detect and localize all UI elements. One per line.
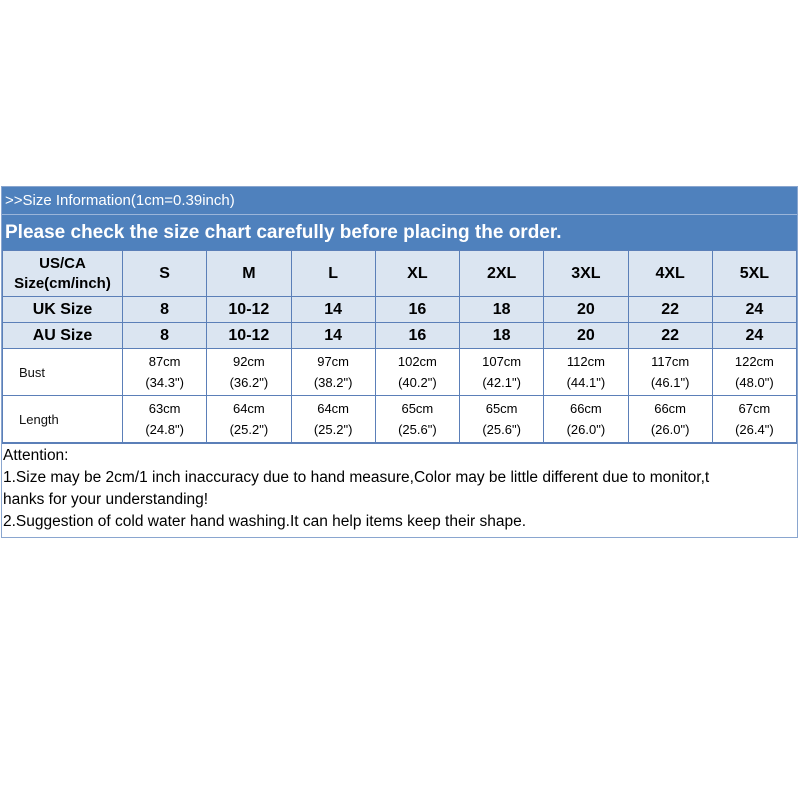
- bust-inch: (48.0"): [735, 375, 774, 390]
- bust-inch: (38.2"): [313, 375, 353, 390]
- length-cm: 66cm: [569, 401, 602, 416]
- bust-cm: 122cm: [734, 354, 774, 369]
- length-cell: [207, 396, 291, 443]
- au-size-cell: 14: [291, 323, 375, 349]
- bust-cm: 102cm: [397, 354, 437, 369]
- size-table: [2, 250, 797, 443]
- bust-cm: 87cm: [148, 354, 181, 369]
- uk-size-cell: 22: [628, 297, 712, 323]
- bust-cm: 117cm: [651, 354, 690, 369]
- bust-cm: 97cm: [317, 354, 350, 369]
- bust-cell: [628, 349, 712, 396]
- size-cell: XL: [375, 251, 459, 297]
- bust-inch: (36.2"): [229, 375, 269, 390]
- uk-size-cell: 10-12: [207, 297, 291, 323]
- bust-cell: [375, 349, 459, 396]
- size-label-line2: Size(cm/inch): [14, 274, 111, 292]
- bust-row: [3, 349, 797, 396]
- bust-cell: [207, 349, 291, 396]
- attention-line-1a: 1.Size may be 2cm/1 inch inaccuracy due to hand measure,Color may be little different due to monitor,t: [3, 469, 710, 486]
- size-label-line1: US/CA: [39, 254, 86, 272]
- size-chart: [1, 186, 798, 538]
- uk-size-cell: 14: [291, 297, 375, 323]
- size-cell: M: [207, 251, 291, 297]
- order-notice-header: Please check the size chart carefully before placing the order.: [2, 215, 797, 250]
- length-cm: 64cm: [232, 401, 265, 416]
- length-cm: 65cm: [401, 401, 434, 416]
- length-cell: [375, 396, 459, 443]
- au-size-cell: 18: [460, 323, 544, 349]
- length-inch: (25.2"): [313, 422, 353, 437]
- size-cell: 2XL: [460, 251, 544, 297]
- size-cell: 4XL: [628, 251, 712, 297]
- uk-size-cell: 20: [544, 297, 628, 323]
- length-cell: [123, 396, 207, 443]
- length-row: [3, 396, 797, 443]
- bust-inch: (40.2"): [398, 375, 437, 390]
- bust-cm: 112cm: [566, 354, 605, 369]
- length-label: Length: [3, 396, 123, 443]
- au-size-cell: 8: [123, 323, 207, 349]
- bust-cell: [460, 349, 544, 396]
- bust-cell: [712, 349, 796, 396]
- length-cell: [712, 396, 796, 443]
- length-cell: [544, 396, 628, 443]
- au-size-cell: 24: [712, 323, 796, 349]
- bust-cell: [291, 349, 375, 396]
- size-info-header: >>Size Information(1cm=0.39inch): [2, 187, 797, 215]
- size-cell: 3XL: [544, 251, 628, 297]
- length-cm: 65cm: [485, 401, 518, 416]
- bust-label: Bust: [3, 349, 123, 396]
- size-cell: S: [123, 251, 207, 297]
- uk-size-cell: 18: [460, 297, 544, 323]
- bust-inch: (34.3"): [145, 375, 184, 390]
- length-cm: 63cm: [148, 401, 181, 416]
- au-size-cell: 20: [544, 323, 628, 349]
- length-inch: (25.6"): [482, 422, 521, 437]
- bust-inch: (42.1"): [482, 375, 521, 390]
- bust-cm: 92cm: [232, 354, 265, 369]
- bust-inch: (46.1"): [650, 375, 690, 390]
- size-row: [3, 251, 797, 297]
- uk-size-cell: 24: [712, 297, 796, 323]
- bust-cm: 107cm: [482, 354, 522, 369]
- length-inch: (25.2"): [229, 422, 269, 437]
- length-cm: 64cm: [317, 401, 350, 416]
- length-cm: 66cm: [654, 401, 687, 416]
- au-size-cell: 22: [628, 323, 712, 349]
- length-inch: (25.6"): [398, 422, 437, 437]
- uk-size-label: UK Size: [3, 297, 123, 323]
- uk-size-row: [3, 297, 797, 323]
- uk-size-cell: 16: [375, 297, 459, 323]
- bust-inch: (44.1"): [566, 375, 606, 390]
- au-size-row: [3, 323, 797, 349]
- bust-cell: [123, 349, 207, 396]
- size-label-cell: [3, 251, 123, 297]
- au-size-cell: 16: [375, 323, 459, 349]
- length-cm: 67cm: [738, 401, 771, 416]
- attention-line-2: 2.Suggestion of cold water hand washing.It can help items keep their shape.: [3, 513, 527, 530]
- length-cell: [460, 396, 544, 443]
- length-inch: (24.8"): [145, 422, 184, 437]
- length-cell: [628, 396, 712, 443]
- au-size-label: AU Size: [3, 323, 123, 349]
- bust-cell: [544, 349, 628, 396]
- uk-size-cell: 8: [123, 297, 207, 323]
- length-cell: [291, 396, 375, 443]
- au-size-cell: 10-12: [207, 323, 291, 349]
- attention-title: Attention:: [3, 447, 69, 464]
- size-cell: L: [291, 251, 375, 297]
- length-inch: (26.0"): [650, 422, 690, 437]
- size-cell: 5XL: [712, 251, 796, 297]
- length-inch: (26.4"): [735, 422, 774, 437]
- length-inch: (26.0"): [566, 422, 606, 437]
- attention-notes: [2, 443, 797, 537]
- attention-line-1b: hanks for your understanding!: [3, 491, 209, 508]
